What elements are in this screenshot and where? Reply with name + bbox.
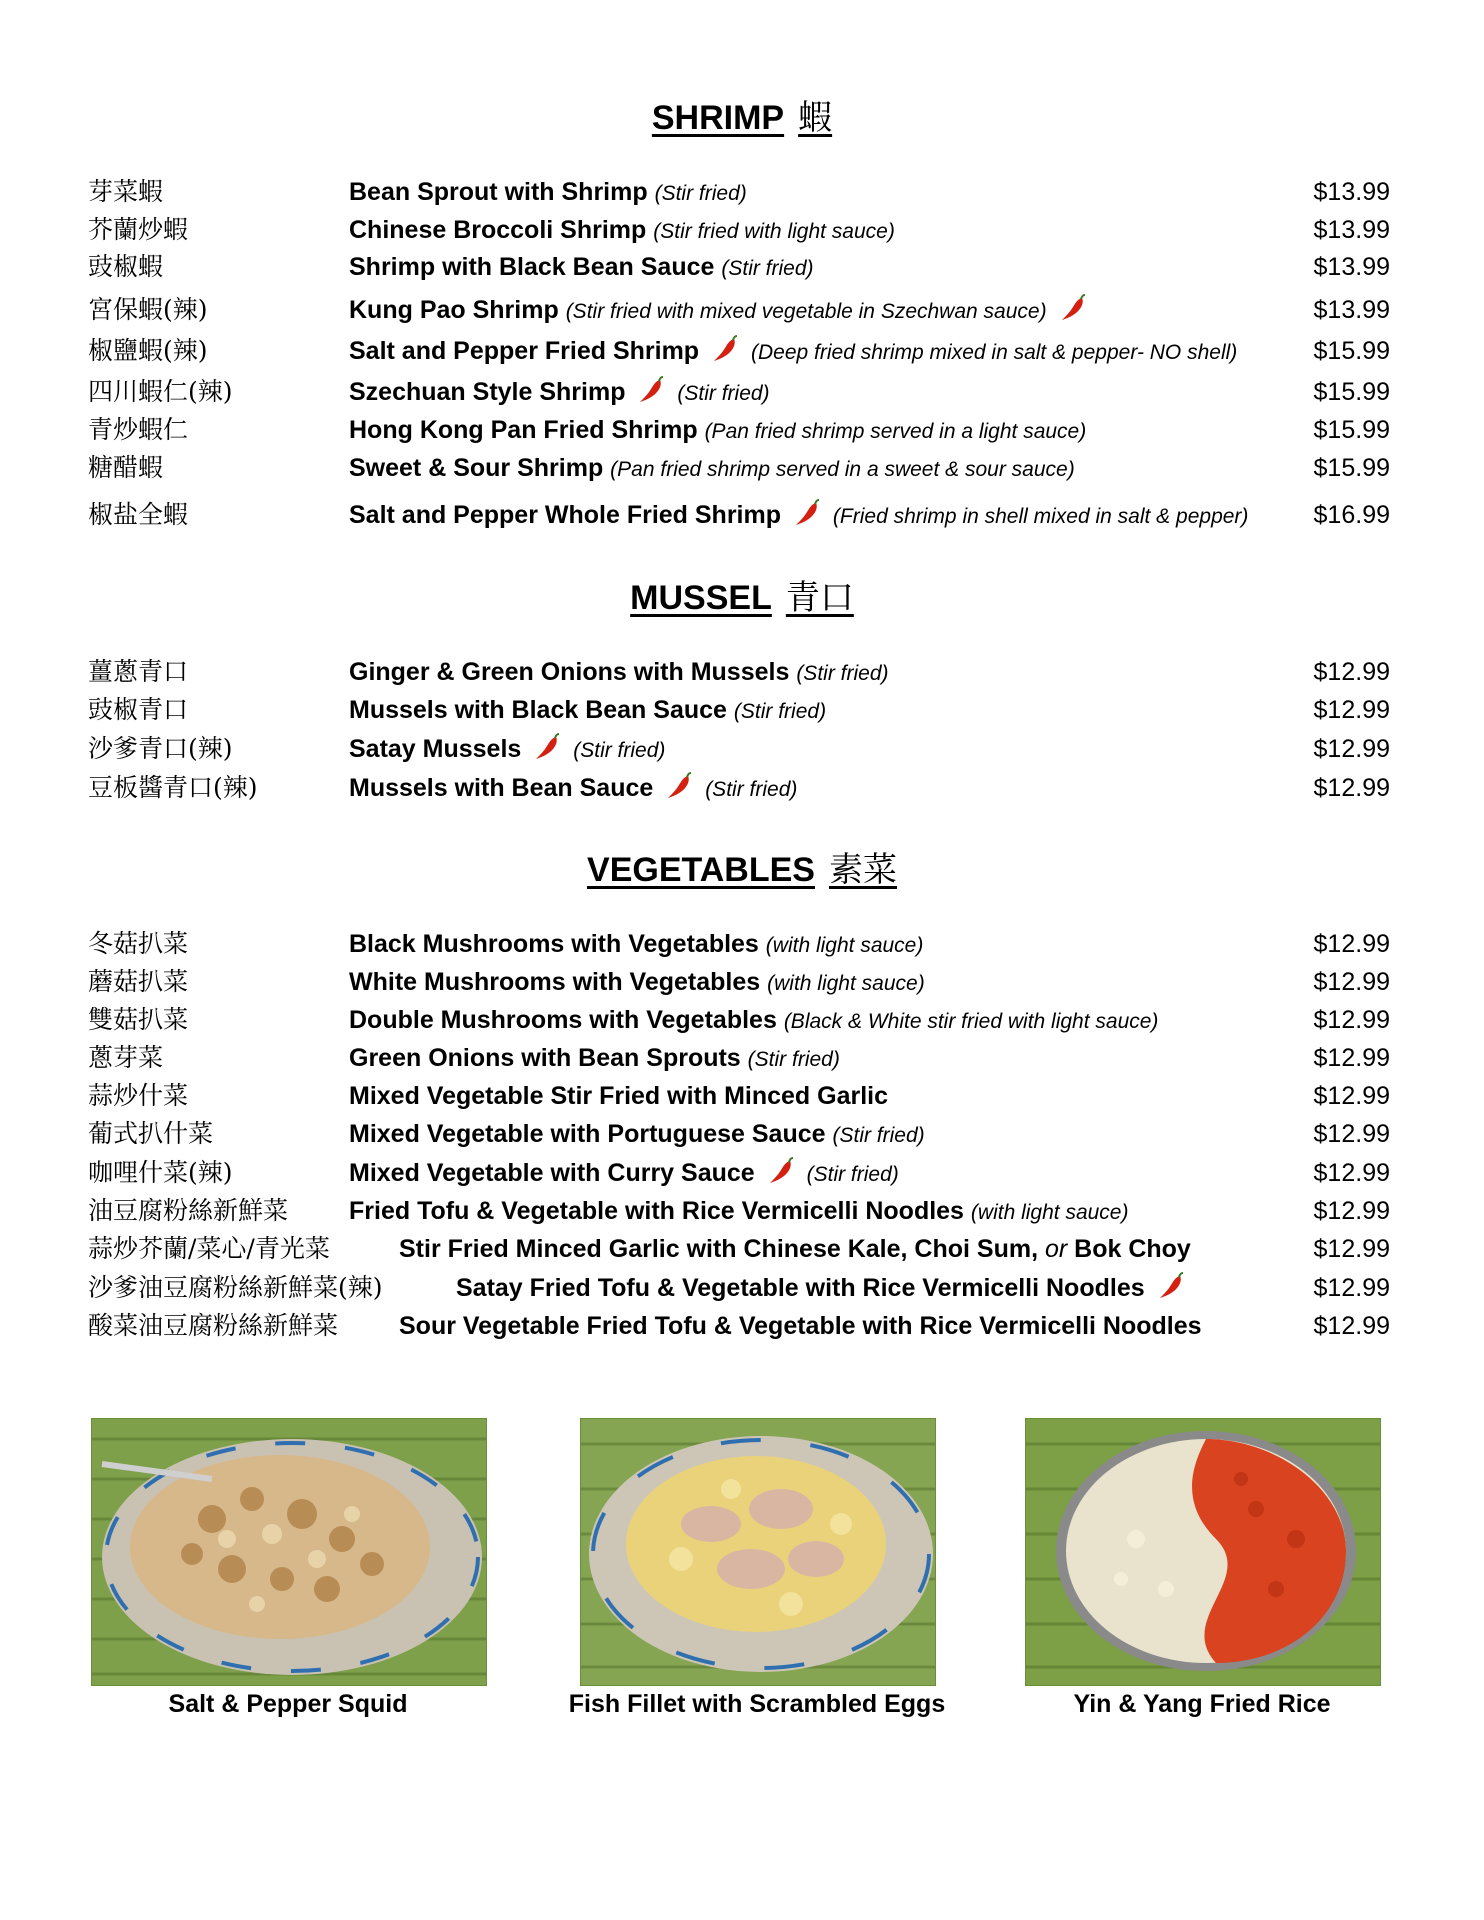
- item-description: (Fried shrimp in shell mixed in salt & pepper): [832, 505, 1249, 528]
- item-description: (Stir fried with light sauce): [653, 220, 895, 243]
- item-price: $15.99: [1313, 416, 1390, 444]
- photo-fish-fillet-eggs: [580, 1418, 936, 1686]
- item-description: (Stir fried): [733, 700, 827, 723]
- item-name-zh: 沙爹青口(辣): [88, 734, 233, 763]
- item-price: $13.99: [1313, 253, 1390, 281]
- item-title: Mussels with Black Bean Sauce: [349, 696, 727, 724]
- item-name-en: [349, 292, 1092, 330]
- item-name-zh: 芥蘭炒蝦: [88, 215, 189, 244]
- section-heading-mussel: [0, 570, 1484, 619]
- item-description: (with light sauce): [767, 972, 925, 995]
- item-title: Stir Fried Minced Garlic with Chinese Kale, Choi Sum,: [399, 1235, 1039, 1263]
- menu-item-row: [0, 770, 1484, 806]
- item-description: (Stir fried): [721, 257, 814, 280]
- item-name-en: [349, 1040, 840, 1078]
- chili-pepper-icon: [666, 772, 692, 800]
- item-price: $12.99: [1313, 1312, 1390, 1340]
- item-title: Shrimp with Black Bean Sauce: [349, 253, 715, 281]
- item-name-zh: 蘑菇扒菜: [88, 967, 189, 996]
- item-price: $15.99: [1313, 378, 1390, 406]
- item-title: Salt and Pepper Fried Shrimp: [349, 337, 700, 365]
- item-title: Salt and Pepper Whole Fried Shrimp: [349, 501, 782, 529]
- item-name-zh: 芽菜蝦: [88, 177, 164, 206]
- item-title: Sour Vegetable Fried Tofu & Vegetable with Rice Vermicelli Noodles: [399, 1312, 1202, 1340]
- section-title-zh: 青口: [785, 578, 854, 618]
- item-title: Green Onions with Bean Sprouts: [349, 1044, 741, 1072]
- item-name-en: [349, 654, 889, 692]
- chili-pepper-icon: [1158, 1272, 1184, 1300]
- item-title: White Mushrooms with Vegetables: [349, 968, 761, 996]
- menu-item-row: [0, 692, 1484, 728]
- menu-item-row: [0, 497, 1484, 533]
- item-title: Black Mushrooms with Vegetables: [349, 930, 759, 958]
- item-name-zh: 沙爹油豆腐粉絲新鮮菜(辣): [88, 1273, 383, 1302]
- chili-pepper-icon: [768, 1157, 794, 1185]
- menu-item-row: [0, 964, 1484, 1000]
- item-name-en: [349, 1078, 888, 1114]
- item-title: Double Mushrooms with Vegetables: [349, 1006, 777, 1034]
- item-description: (Stir fried): [705, 778, 798, 801]
- item-title: Mixed Vegetable with Curry Sauce: [349, 1159, 755, 1187]
- section-title-zh: 素菜: [828, 850, 897, 890]
- photo-caption: Salt & Pepper Squid: [168, 1690, 408, 1718]
- item-name-en: [349, 964, 925, 1002]
- item-price: $12.99: [1313, 1082, 1390, 1110]
- item-name-zh: 油豆腐粉絲新鮮菜: [88, 1196, 289, 1225]
- item-name-en: [349, 1193, 1128, 1231]
- item-price: $12.99: [1313, 1044, 1390, 1072]
- item-name-zh: 雙菇扒菜: [88, 1005, 189, 1034]
- item-name-en: [349, 731, 665, 769]
- item-title: Kung Pao Shrimp: [349, 296, 559, 324]
- item-price: $12.99: [1313, 1120, 1390, 1148]
- item-name-en: [349, 1002, 1158, 1040]
- item-name-zh: 咖哩什菜(辣): [88, 1158, 233, 1187]
- item-name-zh: 青炒蝦仁: [88, 415, 189, 444]
- item-price: $15.99: [1313, 454, 1390, 482]
- item-name-en: [399, 1231, 1191, 1267]
- item-price: $15.99: [1313, 337, 1390, 365]
- menu-item-row: [0, 1116, 1484, 1152]
- item-title: Mixed Vegetable Stir Fried with Minced Garlic: [349, 1082, 889, 1110]
- item-name-en: [456, 1270, 1190, 1306]
- item-name-en: [349, 212, 895, 250]
- item-name-zh: 酸菜油豆腐粉絲新鮮菜: [88, 1311, 339, 1340]
- item-description: (Stir fried): [796, 662, 889, 685]
- item-price: $12.99: [1313, 1235, 1390, 1263]
- item-price: $13.99: [1313, 216, 1390, 244]
- chili-pepper-icon: [794, 499, 820, 527]
- item-name-en: [349, 926, 923, 964]
- item-name-zh: 蔥芽菜: [88, 1043, 164, 1072]
- item-title: Mixed Vegetable with Portuguese Sauce: [349, 1120, 826, 1148]
- item-description: (with light sauce): [970, 1201, 1129, 1224]
- item-name-zh: 蒜炒芥蘭/菜心/青光菜: [88, 1234, 330, 1263]
- menu-item-row: [0, 412, 1484, 448]
- item-name-zh: 椒鹽蝦(辣): [88, 336, 208, 365]
- item-price: $13.99: [1313, 178, 1390, 206]
- item-description: (Deep fried shrimp mixed in salt & pepper- NO shell): [750, 341, 1238, 364]
- item-name-en: [349, 333, 1237, 371]
- item-name-zh: 糖醋蝦: [88, 453, 164, 482]
- item-description: (Stir fried): [654, 182, 747, 205]
- item-price: $12.99: [1313, 1274, 1390, 1302]
- item-title: Sweet & Sour Shrimp: [349, 454, 604, 482]
- item-name-zh: 蒜炒什菜: [88, 1081, 189, 1110]
- section-heading-vegetables: [0, 842, 1484, 891]
- item-price: $12.99: [1313, 968, 1390, 996]
- item-description: (Stir fried): [573, 739, 666, 762]
- item-price: $12.99: [1313, 658, 1390, 686]
- menu-item-row: [0, 292, 1484, 328]
- item-name-zh: 宮保蝦(辣): [88, 295, 208, 324]
- item-description: (Stir fried): [806, 1163, 899, 1186]
- photo-salt-pepper-squid: [91, 1418, 487, 1686]
- menu-item-row: [0, 1040, 1484, 1076]
- menu-item-row: [0, 1231, 1484, 1267]
- item-description: (Black & White stir fried with light sauce): [783, 1010, 1159, 1033]
- item-description: (Stir fried): [677, 382, 770, 405]
- menu-item-row: [0, 333, 1484, 369]
- chili-pepper-icon: [712, 335, 738, 363]
- item-price: $12.99: [1313, 1159, 1390, 1187]
- item-price: $16.99: [1313, 501, 1390, 529]
- item-price: $12.99: [1313, 1006, 1390, 1034]
- section-title-en: SHRIMP: [651, 99, 785, 137]
- item-name-en: [349, 770, 797, 808]
- section-title-zh: 蝦: [798, 98, 833, 138]
- item-name-en: [349, 692, 826, 730]
- item-name-zh: 冬菇扒菜: [88, 929, 189, 958]
- menu-item-row: [0, 1193, 1484, 1229]
- item-title: Satay Fried Tofu & Vegetable with Rice Vermicelli Noodles: [456, 1274, 1145, 1302]
- item-name-zh: 豉椒青口: [88, 695, 189, 724]
- item-title: Mussels with Bean Sauce: [349, 774, 654, 802]
- item-description: (Stir fried): [832, 1124, 925, 1147]
- menu-item-row: [0, 1308, 1484, 1344]
- item-title: Bean Sprout with Shrimp: [349, 178, 648, 206]
- item-name-zh: 薑蔥青口: [88, 657, 189, 686]
- item-name-en: [349, 1155, 899, 1193]
- section-heading-shrimp: [0, 90, 1484, 139]
- item-price: $12.99: [1313, 696, 1390, 724]
- item-name-en: [349, 450, 1075, 488]
- menu-item-row: [0, 374, 1484, 410]
- item-name-en: [399, 1308, 1202, 1344]
- menu-item-row: [0, 450, 1484, 486]
- menu-item-row: [0, 654, 1484, 690]
- item-name-en: [349, 497, 1248, 535]
- item-title: Ginger & Green Onions with Mussels: [349, 658, 790, 686]
- menu-item-row: [0, 731, 1484, 767]
- menu-item-row: [0, 174, 1484, 210]
- item-description: (Pan fried shrimp served in a sweet & sour sauce): [610, 458, 1075, 481]
- menu-item-row: [0, 249, 1484, 285]
- chili-pepper-icon: [638, 376, 664, 404]
- menu-item-row: [0, 1270, 1484, 1306]
- chili-pepper-icon: [534, 733, 560, 761]
- item-name-en: [349, 1116, 925, 1154]
- item-price: $12.99: [1313, 774, 1390, 802]
- item-price: $12.99: [1313, 735, 1390, 763]
- item-name-zh: 豉椒蝦: [88, 252, 164, 281]
- photo-caption: Fish Fillet with Scrambled Eggs: [568, 1690, 946, 1718]
- item-price: $13.99: [1313, 296, 1390, 324]
- menu-item-row: [0, 1078, 1484, 1114]
- chili-pepper-icon: [1060, 294, 1086, 322]
- item-name-zh: 豆板醬青口(辣): [88, 773, 258, 802]
- item-title: Satay Mussels: [349, 735, 522, 763]
- item-or: or: [1044, 1235, 1068, 1263]
- item-title: Hong Kong Pan Fried Shrimp: [349, 416, 698, 444]
- item-name-en: [349, 412, 1086, 450]
- menu-item-row: [0, 926, 1484, 962]
- item-name-en: [349, 249, 814, 287]
- menu-item-row: [0, 212, 1484, 248]
- item-title-tail: Bok Choy: [1074, 1235, 1191, 1263]
- item-title: Fried Tofu & Vegetable with Rice Vermicelli Noodles: [349, 1197, 964, 1225]
- section-title-en: MUSSEL: [630, 579, 772, 617]
- item-price: $12.99: [1313, 930, 1390, 958]
- section-title-en: VEGETABLES: [587, 851, 815, 889]
- item-description: (Pan fried shrimp served in a light sauce): [704, 420, 1087, 443]
- item-title: Chinese Broccoli Shrimp: [349, 216, 647, 244]
- item-description: (with light sauce): [765, 934, 924, 957]
- item-name-zh: 椒盐全蝦: [88, 500, 189, 529]
- item-name-en: [349, 374, 770, 412]
- item-name-zh: 葡式扒什菜: [88, 1119, 214, 1148]
- item-name-zh: 四川蝦仁(辣): [88, 377, 233, 406]
- item-title: Szechuan Style Shrimp: [349, 378, 626, 406]
- item-name-en: [349, 174, 747, 212]
- item-description: (Stir fried with mixed vegetable in Szechwan sauce): [565, 300, 1047, 323]
- menu-item-row: [0, 1155, 1484, 1191]
- photo-yin-yang-fried-rice: [1025, 1418, 1381, 1686]
- item-price: $12.99: [1313, 1197, 1390, 1225]
- menu-item-row: [0, 1002, 1484, 1038]
- item-description: (Stir fried): [747, 1048, 840, 1071]
- photo-caption: Yin & Yang Fried Rice: [1073, 1690, 1331, 1718]
